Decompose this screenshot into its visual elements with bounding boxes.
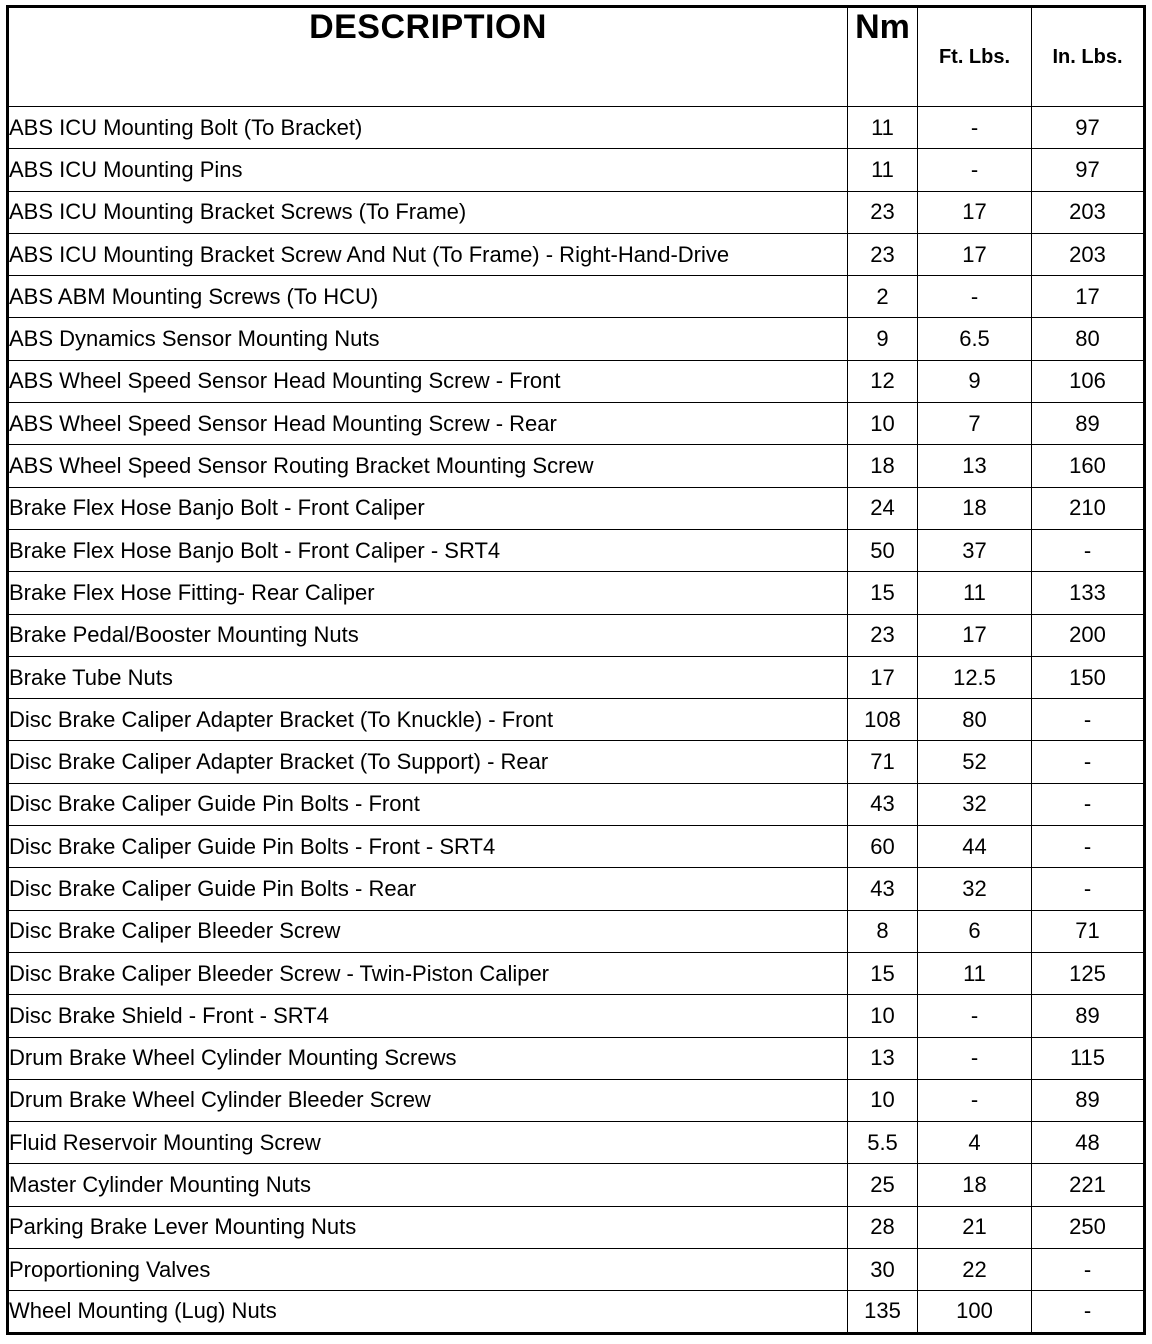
- cell-in-lbs: -: [1032, 1249, 1145, 1291]
- cell-ft-lbs: -: [918, 1079, 1032, 1121]
- cell-nm: 23: [848, 614, 918, 656]
- cell-in-lbs: -: [1032, 783, 1145, 825]
- cell-nm: 23: [848, 233, 918, 275]
- table-row: [8, 1291, 1145, 1333]
- cell-ft-lbs: 12.5: [918, 656, 1032, 698]
- torque-spec-table: [6, 5, 1146, 1335]
- cell-nm: 108: [848, 699, 918, 741]
- cell-description: Brake Flex Hose Banjo Bolt - Front Caliper: [8, 487, 848, 529]
- cell-nm: 10: [848, 403, 918, 445]
- table-row: [8, 826, 1145, 868]
- cell-in-lbs: -: [1032, 1291, 1145, 1333]
- cell-nm: 71: [848, 741, 918, 783]
- cell-nm: 8: [848, 910, 918, 952]
- table-row: [8, 233, 1145, 275]
- cell-in-lbs: -: [1032, 699, 1145, 741]
- cell-ft-lbs: 100: [918, 1291, 1032, 1333]
- table-row: [8, 149, 1145, 191]
- table-row: [8, 868, 1145, 910]
- cell-nm: 43: [848, 783, 918, 825]
- cell-description: Disc Brake Caliper Guide Pin Bolts - Rear: [8, 868, 848, 910]
- cell-in-lbs: 48: [1032, 1122, 1145, 1164]
- cell-ft-lbs: 32: [918, 868, 1032, 910]
- cell-in-lbs: 17: [1032, 276, 1145, 318]
- table-row: [8, 1037, 1145, 1079]
- cell-description: Disc Brake Caliper Guide Pin Bolts - Front: [8, 783, 848, 825]
- cell-in-lbs: 80: [1032, 318, 1145, 360]
- table-row: [8, 1206, 1145, 1248]
- cell-in-lbs: 150: [1032, 656, 1145, 698]
- cell-ft-lbs: 37: [918, 529, 1032, 571]
- cell-in-lbs: 97: [1032, 149, 1145, 191]
- cell-description: Fluid Reservoir Mounting Screw: [8, 1122, 848, 1164]
- cell-nm: 5.5: [848, 1122, 918, 1164]
- cell-description: ABS ICU Mounting Pins: [8, 149, 848, 191]
- cell-in-lbs: 89: [1032, 403, 1145, 445]
- table-row: [8, 995, 1145, 1037]
- cell-ft-lbs: 52: [918, 741, 1032, 783]
- cell-ft-lbs: 18: [918, 487, 1032, 529]
- cell-nm: 60: [848, 826, 918, 868]
- cell-in-lbs: -: [1032, 741, 1145, 783]
- table-row: [8, 191, 1145, 233]
- cell-ft-lbs: -: [918, 276, 1032, 318]
- table-row: [8, 276, 1145, 318]
- table-row: [8, 1122, 1145, 1164]
- cell-nm: 11: [848, 149, 918, 191]
- cell-description: ABS Wheel Speed Sensor Head Mounting Screw - Rear: [8, 403, 848, 445]
- cell-ft-lbs: -: [918, 107, 1032, 149]
- cell-nm: 15: [848, 952, 918, 994]
- cell-ft-lbs: 22: [918, 1249, 1032, 1291]
- table-row: [8, 318, 1145, 360]
- cell-in-lbs: 221: [1032, 1164, 1145, 1206]
- header-ft-lbs: Ft. Lbs.: [918, 7, 1032, 107]
- table-row: [8, 107, 1145, 149]
- cell-nm: 2: [848, 276, 918, 318]
- cell-in-lbs: 250: [1032, 1206, 1145, 1248]
- cell-description: Disc Brake Caliper Adapter Bracket (To Knuckle) - Front: [8, 699, 848, 741]
- cell-description: Master Cylinder Mounting Nuts: [8, 1164, 848, 1206]
- cell-nm: 28: [848, 1206, 918, 1248]
- cell-ft-lbs: 6: [918, 910, 1032, 952]
- cell-description: Disc Brake Caliper Bleeder Screw - Twin-Piston Caliper: [8, 952, 848, 994]
- cell-ft-lbs: 17: [918, 191, 1032, 233]
- cell-ft-lbs: 21: [918, 1206, 1032, 1248]
- table-row: [8, 360, 1145, 402]
- table-row: [8, 910, 1145, 952]
- cell-ft-lbs: 17: [918, 614, 1032, 656]
- table-body: [8, 107, 1145, 1334]
- cell-nm: 25: [848, 1164, 918, 1206]
- cell-ft-lbs: 7: [918, 403, 1032, 445]
- cell-description: ABS ABM Mounting Screws (To HCU): [8, 276, 848, 318]
- cell-description: Proportioning Valves: [8, 1249, 848, 1291]
- cell-in-lbs: 203: [1032, 191, 1145, 233]
- cell-description: Brake Flex Hose Fitting- Rear Caliper: [8, 572, 848, 614]
- table-row: [8, 487, 1145, 529]
- cell-in-lbs: 133: [1032, 572, 1145, 614]
- cell-ft-lbs: 32: [918, 783, 1032, 825]
- header-row: [8, 7, 1145, 107]
- table-row: [8, 952, 1145, 994]
- cell-ft-lbs: -: [918, 149, 1032, 191]
- table-row: [8, 783, 1145, 825]
- cell-nm: 17: [848, 656, 918, 698]
- cell-ft-lbs: 44: [918, 826, 1032, 868]
- cell-in-lbs: -: [1032, 826, 1145, 868]
- cell-nm: 135: [848, 1291, 918, 1333]
- cell-in-lbs: 97: [1032, 107, 1145, 149]
- cell-ft-lbs: -: [918, 995, 1032, 1037]
- cell-nm: 11: [848, 107, 918, 149]
- cell-ft-lbs: 17: [918, 233, 1032, 275]
- cell-ft-lbs: 18: [918, 1164, 1032, 1206]
- cell-description: Brake Tube Nuts: [8, 656, 848, 698]
- table-row: [8, 572, 1145, 614]
- cell-nm: 24: [848, 487, 918, 529]
- cell-description: Disc Brake Caliper Guide Pin Bolts - Front - SRT4: [8, 826, 848, 868]
- cell-nm: 23: [848, 191, 918, 233]
- cell-ft-lbs: 13: [918, 445, 1032, 487]
- cell-description: Wheel Mounting (Lug) Nuts: [8, 1291, 848, 1333]
- cell-nm: 10: [848, 1079, 918, 1121]
- cell-description: ABS ICU Mounting Bolt (To Bracket): [8, 107, 848, 149]
- table-row: [8, 699, 1145, 741]
- cell-description: ABS Wheel Speed Sensor Head Mounting Screw - Front: [8, 360, 848, 402]
- table-row: [8, 614, 1145, 656]
- cell-description: ABS Wheel Speed Sensor Routing Bracket Mounting Screw: [8, 445, 848, 487]
- cell-in-lbs: 106: [1032, 360, 1145, 402]
- cell-nm: 15: [848, 572, 918, 614]
- cell-nm: 10: [848, 995, 918, 1037]
- cell-nm: 43: [848, 868, 918, 910]
- table-row: [8, 529, 1145, 571]
- cell-ft-lbs: 11: [918, 952, 1032, 994]
- cell-in-lbs: 89: [1032, 1079, 1145, 1121]
- cell-nm: 13: [848, 1037, 918, 1079]
- cell-in-lbs: 210: [1032, 487, 1145, 529]
- table-row: [8, 656, 1145, 698]
- cell-description: Drum Brake Wheel Cylinder Mounting Screws: [8, 1037, 848, 1079]
- cell-description: ABS ICU Mounting Bracket Screw And Nut (To Frame) - Right-Hand-Drive: [8, 233, 848, 275]
- cell-in-lbs: 203: [1032, 233, 1145, 275]
- cell-description: Disc Brake Caliper Bleeder Screw: [8, 910, 848, 952]
- cell-ft-lbs: 11: [918, 572, 1032, 614]
- table-row: [8, 741, 1145, 783]
- cell-description: Brake Pedal/Booster Mounting Nuts: [8, 614, 848, 656]
- cell-in-lbs: 160: [1032, 445, 1145, 487]
- cell-ft-lbs: 80: [918, 699, 1032, 741]
- cell-description: Disc Brake Shield - Front - SRT4: [8, 995, 848, 1037]
- cell-in-lbs: 71: [1032, 910, 1145, 952]
- cell-ft-lbs: 6.5: [918, 318, 1032, 360]
- cell-in-lbs: 115: [1032, 1037, 1145, 1079]
- header-description: DESCRIPTION: [8, 7, 848, 107]
- cell-nm: 30: [848, 1249, 918, 1291]
- table-row: [8, 1079, 1145, 1121]
- cell-description: Drum Brake Wheel Cylinder Bleeder Screw: [8, 1079, 848, 1121]
- cell-in-lbs: 125: [1032, 952, 1145, 994]
- table-header: [8, 7, 1145, 107]
- table-row: [8, 445, 1145, 487]
- cell-nm: 9: [848, 318, 918, 360]
- cell-in-lbs: 89: [1032, 995, 1145, 1037]
- cell-description: Brake Flex Hose Banjo Bolt - Front Caliper - SRT4: [8, 529, 848, 571]
- cell-in-lbs: -: [1032, 868, 1145, 910]
- cell-description: Parking Brake Lever Mounting Nuts: [8, 1206, 848, 1248]
- table-row: [8, 1249, 1145, 1291]
- cell-ft-lbs: -: [918, 1037, 1032, 1079]
- cell-nm: 12: [848, 360, 918, 402]
- table-row: [8, 403, 1145, 445]
- cell-ft-lbs: 4: [918, 1122, 1032, 1164]
- cell-description: ABS ICU Mounting Bracket Screws (To Frame): [8, 191, 848, 233]
- cell-nm: 50: [848, 529, 918, 571]
- header-nm: Nm: [848, 7, 918, 107]
- cell-nm: 18: [848, 445, 918, 487]
- cell-description: Disc Brake Caliper Adapter Bracket (To Support) - Rear: [8, 741, 848, 783]
- cell-ft-lbs: 9: [918, 360, 1032, 402]
- cell-in-lbs: 200: [1032, 614, 1145, 656]
- header-in-lbs: In. Lbs.: [1032, 7, 1145, 107]
- cell-in-lbs: -: [1032, 529, 1145, 571]
- table-row: [8, 1164, 1145, 1206]
- cell-description: ABS Dynamics Sensor Mounting Nuts: [8, 318, 848, 360]
